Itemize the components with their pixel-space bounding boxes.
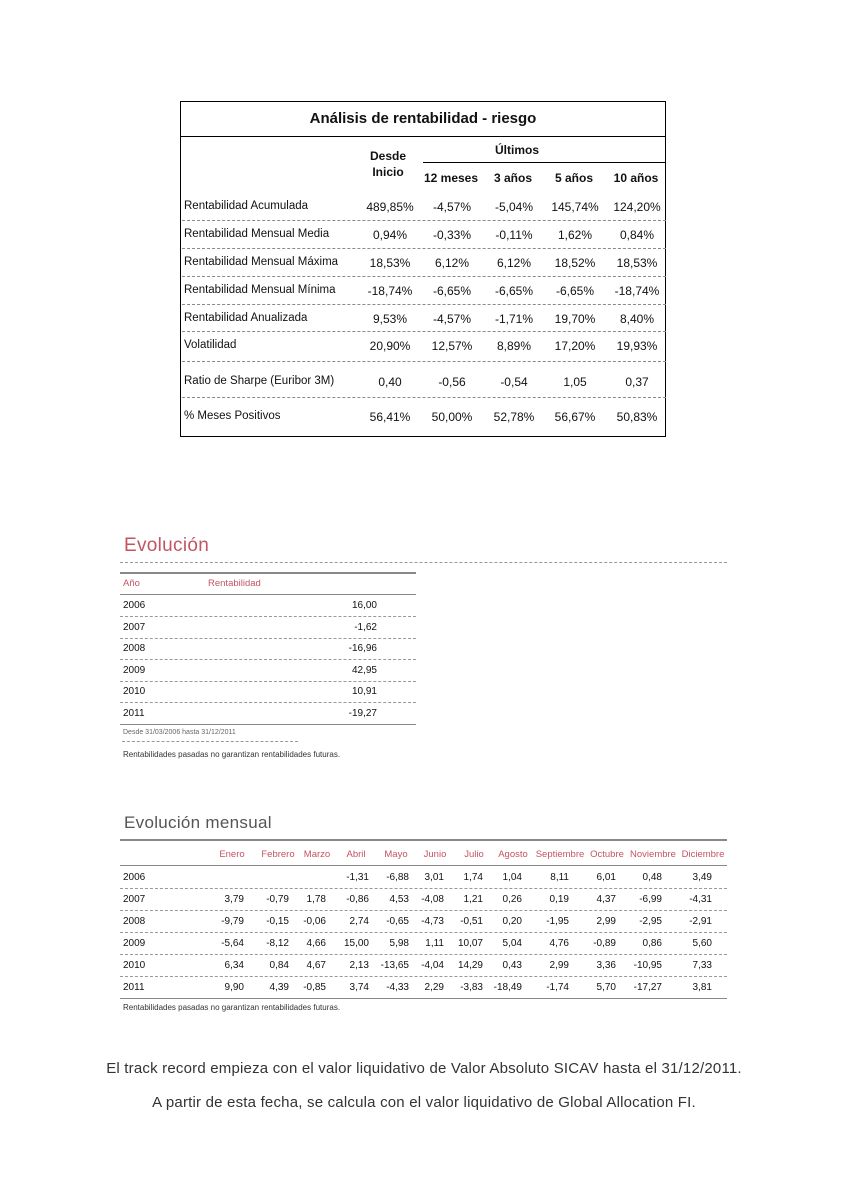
mensual-year: 2009 xyxy=(123,938,146,949)
header-5-anos: 5 años xyxy=(554,171,593,185)
evolucion-value: -16,96 xyxy=(348,643,377,654)
risk-row-separator xyxy=(182,276,666,277)
risk-table-title: Análisis de rentabilidad - riesgo xyxy=(181,102,665,137)
risk-row-label: Ratio de Sharpe (Euribor 3M) xyxy=(184,375,335,387)
risk-row-label: Rentabilidad Acumulada xyxy=(184,200,309,212)
risk-row xyxy=(181,408,665,426)
mensual-cell: -4,31 xyxy=(689,894,712,905)
evolucion-value: 42,95 xyxy=(351,664,377,676)
mensual-cell: 0,26 xyxy=(502,894,522,905)
mensual-cell: -17,27 xyxy=(633,982,662,993)
risk-cell: 0,37 xyxy=(625,375,649,389)
evolucion-row xyxy=(122,618,414,638)
evolucion-title: Evolución xyxy=(124,535,210,556)
risk-cell: -5,04% xyxy=(494,200,534,214)
mensual-cell: -6,88 xyxy=(386,872,409,883)
mensual-year: 2011 xyxy=(123,982,145,993)
evolucion-row xyxy=(122,661,414,681)
mensual-cell: 4,76 xyxy=(549,938,569,949)
evolucion-row xyxy=(122,596,414,616)
risk-cell: 50,83% xyxy=(616,410,658,424)
mensual-cell: -3,83 xyxy=(460,982,483,993)
evolucion-value: 16,00 xyxy=(351,600,377,611)
mensual-cell: 8,11 xyxy=(550,872,569,883)
mensual-cell: 1,21 xyxy=(463,894,483,905)
risk-cell: -18,74% xyxy=(614,284,660,298)
footer-line-1: El track record empieza con el valor liquidativo de Valor Absoluto SICAV hasta el 31/12/2011. xyxy=(106,1060,742,1077)
risk-cell: -6,65% xyxy=(494,284,534,298)
month-header: Enero xyxy=(219,849,245,860)
evolucion-title-rule xyxy=(120,562,727,563)
mensual-year: 2006 xyxy=(123,872,146,883)
risk-cell: -6,65% xyxy=(555,284,595,298)
risk-row-separator xyxy=(182,248,666,249)
risk-row-label: Rentabilidad Mensual Media xyxy=(184,228,330,240)
risk-cell: -1,71% xyxy=(494,312,534,326)
mensual-cell: -13,65 xyxy=(380,960,409,971)
risk-cell: 145,74% xyxy=(551,200,599,214)
risk-cell: -0,54 xyxy=(500,375,528,389)
mensual-cell: -1,31 xyxy=(346,872,369,883)
evolucion-row xyxy=(122,639,414,659)
risk-row xyxy=(181,337,665,355)
risk-cell: -4,57% xyxy=(432,312,472,326)
mensual-cell: 1,78 xyxy=(306,894,326,905)
mensual-cell: -1,95 xyxy=(546,916,569,927)
mensual-cell: -2,95 xyxy=(639,916,662,927)
mensual-cell: 2,29 xyxy=(424,982,444,993)
mensual-cell: 5,04 xyxy=(502,938,522,949)
mensual-cell: 1,11 xyxy=(425,938,444,949)
risk-row xyxy=(181,282,665,300)
mensual-row xyxy=(121,867,727,889)
month-header: Junio xyxy=(423,849,447,860)
mensual-cell: -0,51 xyxy=(460,916,483,927)
mensual-cell: 2,13 xyxy=(349,960,369,971)
risk-cell: -6,65% xyxy=(432,284,472,298)
mensual-disclaimer: Rentabilidades pasadas no garantizan rentabilidades futuras. xyxy=(123,1003,341,1012)
mensual-cell: 0,43 xyxy=(502,960,522,971)
mensual-cell: -0,06 xyxy=(303,916,326,927)
mensual-cell: -9,79 xyxy=(221,916,244,927)
risk-row-label: % Meses Positivos xyxy=(184,410,281,422)
mensual-cell: -2,91 xyxy=(689,916,712,927)
mensual-cell: 3,74 xyxy=(349,982,369,993)
mensual-top-rule xyxy=(120,839,727,841)
month-header: Febrero xyxy=(261,849,295,860)
risk-cell: 19,93% xyxy=(616,339,658,353)
evolucion-year: 2010 xyxy=(123,686,146,697)
evolucion-header-rule xyxy=(120,594,416,595)
risk-cell: 1,62% xyxy=(557,228,593,242)
month-header: Marzo xyxy=(303,849,331,860)
risk-cell: 20,90% xyxy=(369,339,411,353)
risk-cell: 8,40% xyxy=(619,312,655,326)
month-header: Noviembre xyxy=(630,849,676,860)
mensual-cell: -0,86 xyxy=(346,894,369,905)
risk-cell: -0,33% xyxy=(432,228,472,242)
risk-row xyxy=(181,226,665,244)
evolucion-disclaimer: Rentabilidades pasadas no garantizan rentabilidades futuras. xyxy=(123,750,341,759)
mensual-cell: 9,90 xyxy=(224,982,244,993)
mensual-cell: 0,20 xyxy=(502,916,522,927)
evolucion-row-rule xyxy=(120,724,416,725)
month-header: Agosto xyxy=(498,849,528,860)
risk-cell: 52,78% xyxy=(493,410,535,424)
evolucion-year: 2011 xyxy=(123,707,145,719)
evolucion-period-note: Desde 31/03/2006 hasta 31/12/2011 xyxy=(123,729,236,736)
mensual-cell: 3,81 xyxy=(692,982,712,993)
risk-row-label: Rentabilidad Mensual Máxima xyxy=(184,256,339,268)
mensual-cell: 1,04 xyxy=(502,872,522,883)
risk-cell: 18,53% xyxy=(369,256,411,270)
mensual-cell: 0,48 xyxy=(642,872,662,883)
mensual-cell: -4,73 xyxy=(421,916,444,927)
mensual-cell: 0,86 xyxy=(642,938,662,949)
risk-analysis-table xyxy=(180,101,666,437)
mensual-cell: 6,34 xyxy=(224,960,244,971)
risk-cell: -0,56 xyxy=(438,375,466,389)
mensual-cell: -18,49 xyxy=(493,982,522,993)
mensual-cell: -0,85 xyxy=(303,982,326,993)
risk-cell: -4,57% xyxy=(432,200,472,214)
risk-cell: 489,85% xyxy=(366,200,414,214)
month-header: Mayo xyxy=(384,849,408,860)
header-12-meses: 12 meses xyxy=(423,171,479,185)
risk-row xyxy=(181,198,665,216)
risk-row-separator xyxy=(182,361,666,362)
mensual-year: 2007 xyxy=(123,894,146,905)
evolucion-row xyxy=(122,682,414,702)
mensual-cell: 10,07 xyxy=(457,938,483,949)
mensual-cell: -8,12 xyxy=(266,938,289,949)
risk-cell: 18,52% xyxy=(554,256,596,270)
mensual-cell: 5,70 xyxy=(596,982,616,993)
evolucion-year: 2009 xyxy=(123,664,146,676)
mensual-row xyxy=(121,977,727,999)
mensual-cell: 4,39 xyxy=(269,982,289,993)
risk-cell: 0,40 xyxy=(378,375,402,389)
mensual-cell: 3,01 xyxy=(424,872,444,883)
risk-row-separator xyxy=(182,304,666,305)
mensual-cell: 1,74 xyxy=(463,872,483,883)
mensual-header-rule xyxy=(120,865,727,866)
risk-row-separator xyxy=(182,397,666,398)
mensual-cell: 5,98 xyxy=(389,938,409,949)
header-3-anos: 3 años xyxy=(493,171,532,185)
risk-row-label: Volatilidad xyxy=(184,339,237,351)
mensual-row xyxy=(121,933,727,955)
mensual-cell: 0,19 xyxy=(549,894,569,905)
month-header: Julio xyxy=(464,849,484,860)
evolucion-year: 2008 xyxy=(123,643,146,654)
mensual-cell: -0,89 xyxy=(593,938,616,949)
mensual-cell: 2,74 xyxy=(349,916,369,927)
mensual-cell: 2,99 xyxy=(596,916,616,927)
mensual-cell: -4,04 xyxy=(421,960,444,971)
risk-cell: -0,11% xyxy=(495,228,533,242)
mensual-cell: -4,08 xyxy=(421,894,444,905)
footer-line-2: A partir de esta fecha, se calcula con el valor liquidativo de Global Allocation FI. xyxy=(152,1094,696,1111)
risk-cell: 124,20% xyxy=(613,200,661,214)
risk-cell: 56,67% xyxy=(554,410,596,424)
risk-cell: 19,70% xyxy=(554,312,596,326)
header-rule xyxy=(423,162,666,163)
risk-row xyxy=(181,254,665,272)
mensual-row xyxy=(121,955,727,977)
risk-cell: 0,94% xyxy=(372,228,408,242)
risk-cell: 17,20% xyxy=(554,339,596,353)
evolucion-mensual-title: Evolución mensual xyxy=(124,813,272,832)
risk-row-label: Rentabilidad Anualizada xyxy=(184,312,308,324)
mensual-cell: 4,53 xyxy=(389,894,409,905)
mensual-cell: 5,60 xyxy=(692,938,712,949)
risk-cell: 56,41% xyxy=(369,410,411,424)
risk-cell: 1,05 xyxy=(563,375,587,389)
risk-cell: 50,00% xyxy=(431,410,473,424)
mensual-row xyxy=(121,889,727,911)
month-header: Diciembre xyxy=(681,849,725,860)
mensual-cell: 6,01 xyxy=(596,872,616,883)
evolucion-year: 2006 xyxy=(123,600,146,611)
mensual-cell: 3,36 xyxy=(596,960,616,971)
month-header: Septiembre xyxy=(535,849,585,860)
risk-row-label: Rentabilidad Mensual Mínima xyxy=(184,284,336,296)
risk-cell: 9,53% xyxy=(372,312,408,326)
evolucion-col-year: Año xyxy=(123,578,140,589)
mensual-year: 2010 xyxy=(123,960,146,971)
risk-cell: 12,57% xyxy=(431,339,473,353)
evolucion-year: 2007 xyxy=(123,621,146,633)
mensual-cell: 3,49 xyxy=(692,872,712,883)
mensual-row xyxy=(121,911,727,933)
evolucion-row xyxy=(122,704,414,724)
mensual-cell: -0,79 xyxy=(266,894,289,905)
mensual-cell: 14,29 xyxy=(457,960,483,971)
risk-cell: 0,84% xyxy=(619,228,655,242)
risk-cell: 6,12% xyxy=(496,256,532,270)
evolucion-top-rule xyxy=(120,572,416,574)
evolucion-value: -1,62 xyxy=(354,621,377,633)
mensual-cell: 15,00 xyxy=(343,938,369,949)
mensual-row-rule xyxy=(120,998,727,999)
header-10-anos: 10 años xyxy=(613,171,659,185)
risk-row-separator xyxy=(182,220,666,221)
evolucion-note-rule xyxy=(122,741,298,742)
mensual-cell: -5,64 xyxy=(221,938,244,949)
risk-row xyxy=(181,310,665,328)
mensual-cell: -1,74 xyxy=(546,982,569,993)
month-header: Octubre xyxy=(590,849,624,860)
mensual-cell: 0,84 xyxy=(269,960,289,971)
risk-row-separator xyxy=(182,331,666,332)
risk-cell: 18,53% xyxy=(616,256,658,270)
mensual-cell: 3,79 xyxy=(224,894,244,905)
mensual-cell: 7,33 xyxy=(692,960,712,971)
risk-row xyxy=(181,373,665,391)
mensual-cell: -0,65 xyxy=(386,916,409,927)
mensual-cell: -0,15 xyxy=(266,916,289,927)
mensual-cell: 4,67 xyxy=(306,960,326,971)
mensual-cell: -6,99 xyxy=(639,894,662,905)
mensual-cell: 4,66 xyxy=(306,938,326,949)
mensual-cell: 4,37 xyxy=(596,894,616,905)
header-ultimos: Últimos xyxy=(495,143,540,157)
mensual-year: 2008 xyxy=(123,916,146,927)
risk-cell: 6,12% xyxy=(434,256,470,270)
mensual-cell: 2,99 xyxy=(549,960,569,971)
mensual-cell: -10,95 xyxy=(633,960,662,971)
risk-cell: 8,89% xyxy=(496,339,532,353)
mensual-cell: -4,33 xyxy=(386,982,409,993)
header-since-inception: Desde Inicio xyxy=(369,149,407,179)
risk-cell: -18,74% xyxy=(367,284,413,298)
evolucion-col-return: Rentabilidad xyxy=(208,578,261,589)
month-header: Abril xyxy=(346,849,366,860)
evolucion-value: -19,27 xyxy=(348,707,377,719)
evolucion-value: 10,91 xyxy=(351,686,377,697)
